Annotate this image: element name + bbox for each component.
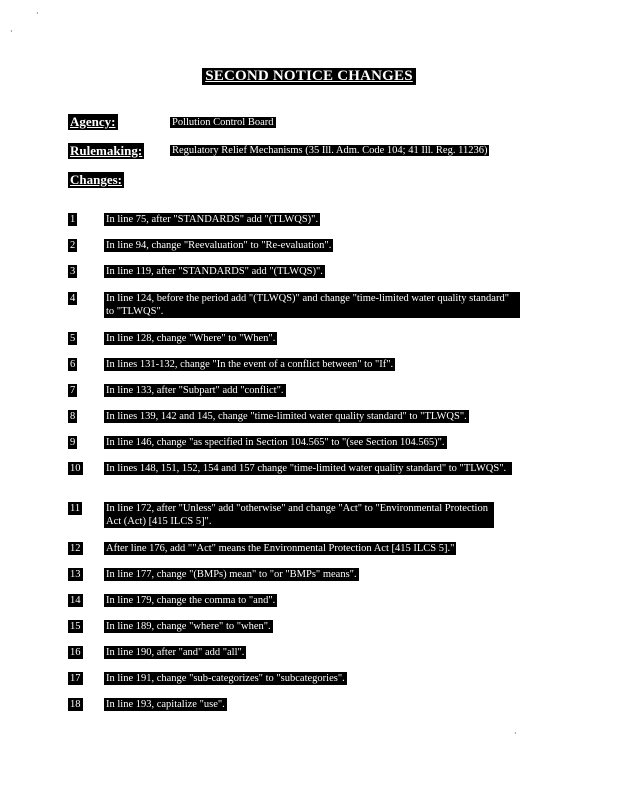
item-text: In line 94, change "Reevaluation" to "Re-evaluation". [106, 240, 332, 251]
item-text: In line 191, change "sub-categorizes" to "subcategories". [106, 673, 345, 684]
scan-speck: · [10, 27, 13, 36]
item-text: In line 189, change "where" to "when". [106, 621, 271, 632]
item-number: 18 [70, 699, 81, 710]
item-text: In lines 148, 151, 152, 154 and 157 change "time-limited water quality standard" to "TLWQS". [104, 462, 512, 475]
item-number: 4 [70, 293, 76, 304]
item-text: In lines 131-132, change "In the event of a conflict between" to "If". [106, 359, 394, 370]
scan-speck: · [514, 729, 517, 738]
item-number: 10 [70, 463, 81, 474]
changes-label: Changes: [70, 172, 123, 187]
item-text: In line 146, change "as specified in Section 104.565" to "(see Section 104.565)". [106, 437, 445, 448]
item-text: In line 119, after "STANDARDS" add "(TLWQS)". [106, 266, 323, 277]
item-number: 13 [70, 569, 81, 580]
item-text: In line 190, after "and" add "all". [106, 647, 245, 658]
item-number: 14 [70, 595, 81, 606]
item-number: 2 [70, 240, 76, 251]
item-number: 3 [70, 266, 76, 277]
scan-speck: · [36, 9, 39, 18]
item-number: 15 [70, 621, 81, 632]
agency-label: Agency: [70, 114, 116, 129]
item-number: 9 [70, 437, 76, 448]
item-number: 5 [70, 333, 76, 344]
item-text: In line 124, before the period add "(TLWQS)" and change "time-limited water quality standard" to "TLWQS". [104, 292, 520, 318]
rulemaking-label: Rulemaking: [70, 143, 143, 158]
item-text: In line 179, change the comma to "and". [106, 595, 276, 606]
item-number: 8 [70, 411, 76, 422]
document-title: SECOND NOTICE CHANGES [0, 68, 618, 85]
item-text: After line 176, add ""Act" means the Environmental Protection Act [415 ILCS 5]." [106, 543, 455, 554]
agency-value: Pollution Control Board [172, 117, 274, 128]
item-number: 16 [70, 647, 81, 658]
item-number: 6 [70, 359, 76, 370]
item-number: 7 [70, 385, 76, 396]
item-text: In line 133, after "Subpart" add "conflict". [106, 385, 284, 396]
item-number: 1 [70, 214, 76, 225]
item-number: 17 [70, 673, 81, 684]
rulemaking-value: Regulatory Relief Mechanisms (35 Ill. Adm. Code 104; 41 Ill. Reg. 11236) [172, 145, 488, 156]
item-number: 11 [70, 503, 81, 514]
item-number: 12 [70, 543, 81, 554]
item-text: In line 75, after "STANDARDS" add "(TLWQS)". [106, 214, 319, 225]
item-text: In line 177, change "(BMPs) mean" to "or "BMPs" means". [106, 569, 357, 580]
item-text: In line 193, capitalize "use". [106, 699, 225, 710]
item-text: In line 128, change "Where" to "When". [106, 333, 276, 344]
item-text: In line 172, after "Unless" add "otherwise" and change "Act" to "Environmental Protection Act (Act) [415 ILCS 5]". [104, 502, 494, 528]
item-text: In lines 139, 142 and 145, change "time-limited water quality standard" to "TLWQS". [106, 411, 467, 422]
